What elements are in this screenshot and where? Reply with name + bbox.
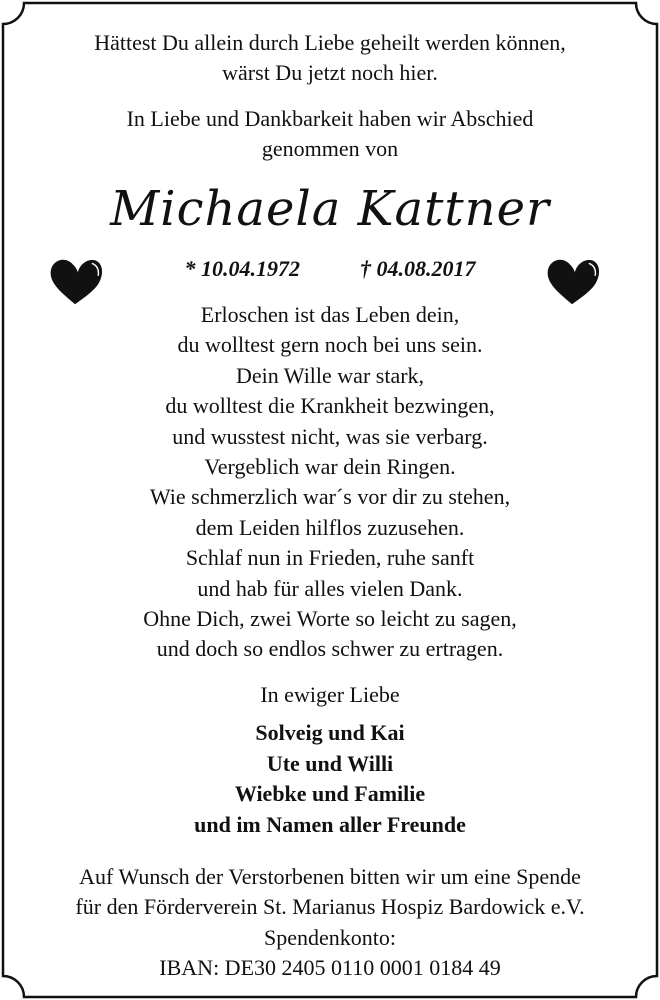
poem-line: und doch so endlos schwer zu ertragen. [156, 636, 504, 662]
iban-line: IBAN: DE30 2405 0110 0001 0184 49 [159, 955, 501, 981]
death-date: † 04.08.2017 [360, 256, 476, 281]
closing-line: In ewiger Liebe [260, 682, 400, 707]
quote-line: wärst Du jetzt noch hier. [222, 60, 438, 85]
mourner-name: Ute und Willi [266, 750, 394, 776]
donation-line: Spendenkonto: [264, 924, 396, 950]
poem-line: du wolltest die Krankheit bezwingen, [165, 393, 495, 419]
poem-line: Wie schmerzlich war´s vor dir zu stehen, [149, 484, 511, 510]
poem-line: Erloschen ist das Leben dein, [200, 302, 460, 327]
poem-line: Dein Wille war stark, [235, 362, 425, 388]
poem-line: Schlaf nun in Frieden, ruhe sanft [185, 545, 475, 571]
farewell-line: In Liebe und Dankbarkeit haben wir Abschied [126, 106, 534, 131]
quote-line: Hättest Du allein durch Liebe geheilt werden können, [94, 30, 566, 55]
donation-notice [20, 862, 640, 984]
mourner-name: und im Namen aller Freunde [194, 811, 466, 837]
poem-line: Vergeblich war dein Ringen. [204, 454, 456, 480]
closing-phrase [20, 680, 640, 710]
opening-quote [20, 28, 640, 88]
farewell-text [20, 104, 640, 164]
farewell-line: genommen von [261, 136, 399, 161]
deceased-name: Michaela Kattner [110, 181, 550, 237]
poem [20, 300, 640, 665]
birth-date: * 10.04.1972 [184, 256, 300, 281]
poem-line: Ohne Dich, zwei Worte so leicht zu sagen, [143, 606, 517, 632]
poem-line: dem Leiden hilflos zuzusehen. [195, 514, 465, 540]
mourners-list [20, 718, 640, 840]
obituary-notice [20, 0, 640, 1000]
life-dates [20, 254, 640, 284]
donation-line: für den Förderverein St. Marianus Hospiz Bardowick e.V. [75, 894, 585, 920]
poem-line: und hab für alles vielen Dank. [197, 575, 463, 601]
mourner-name: Solveig und Kai [255, 720, 405, 745]
donation-line: Auf Wunsch der Verstorbenen bitten wir um eine Spende [79, 864, 581, 889]
mourner-name: Wiebke und Familie [234, 781, 426, 806]
poem-line: du wolltest gern noch bei uns sein. [177, 332, 483, 358]
poem-line: und wusstest nicht, was sie verbarg. [172, 423, 488, 449]
